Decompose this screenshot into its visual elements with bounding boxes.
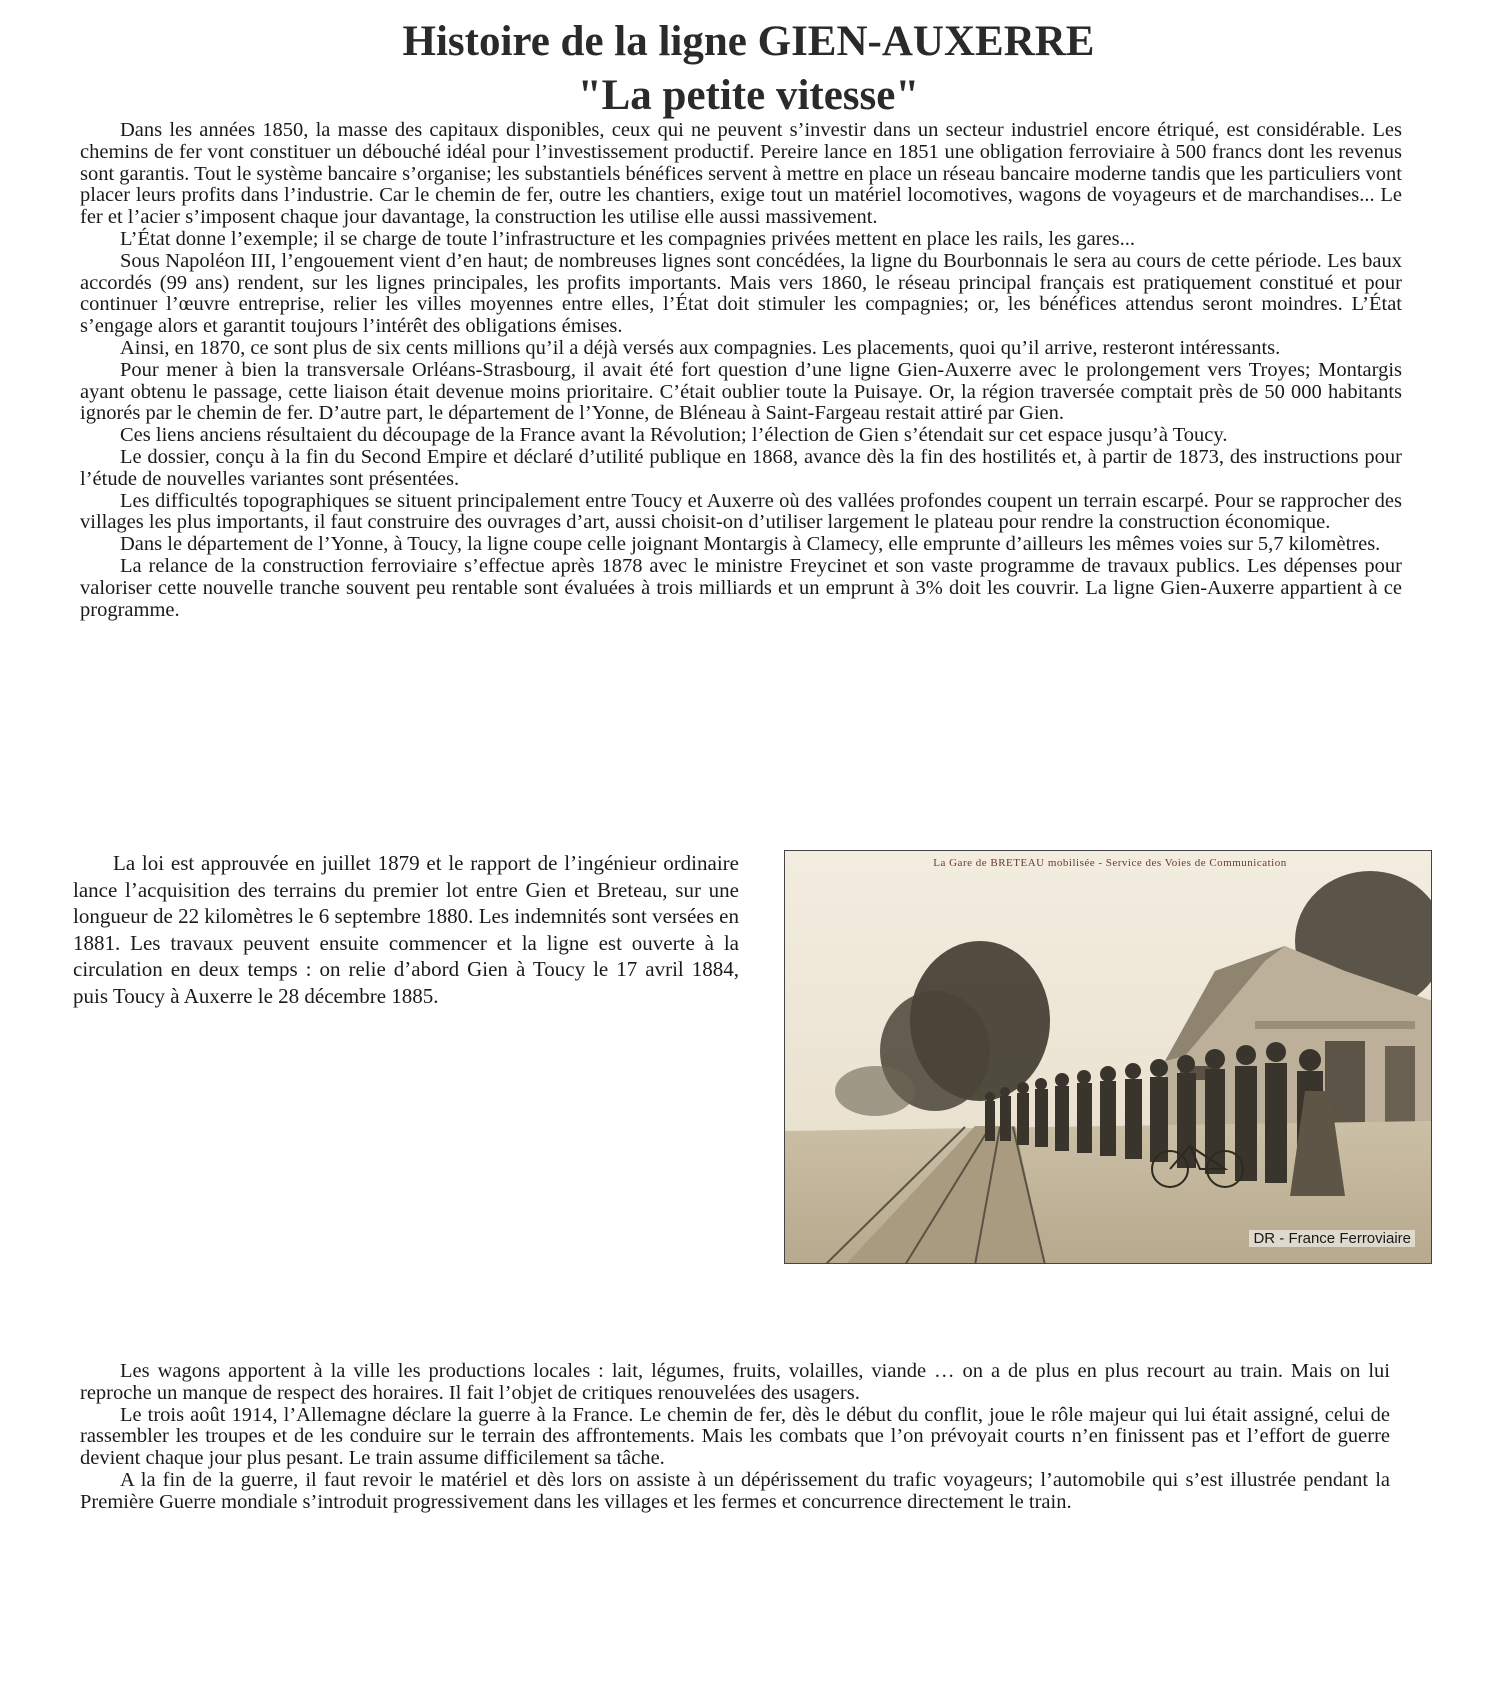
paragraph: Sous Napoléon III, l’engouement vient d’en haut; de nombreuses lignes sont concédées, la ligne du Bourbonnais le sera au cours de cette période. Les baux accordés (99 ans) rendent, sur les lignes principales, les profits importants. Mais vers 1860, le réseau principal français est pratiquement constitué et pour continuer l’œuvre entreprise, relier les villes moyennes entre elles, l’État doit stimuler les compagnies; or, les bénéfices attendus seront moindres. L’État s’engage alors et garantit toujours l’intérêt des obligations émises. [80,249,1402,338]
paragraph: A la fin de la guerre, il faut revoir le matériel et dès lors on assiste à un dépérissement du trafic voyageurs; l’automobile qui s’est illustrée pendant la Première Guerre mondiale s’introduit progressivement dans les villages et les fermes et concurrence directement le train. [80,1468,1390,1513]
photo-caption: La Gare de BRETEAU mobilisée - Service des Voies de Communication [933,857,1287,869]
paragraph: La loi est approuvée en juillet 1879 et le rapport de l’ingénieur ordinaire lance l’acquisition des terrains du premier lot entre Gien et Breteau, sur une longueur de 22 kilomètres le 6 septembre 1880. Les indemnités sont versées en 1881. Les travaux peuvent ensuite commencer et la ligne est ouverte à la circulation en deux temps : on relie d’abord Gien à Toucy le 17 avril 1884, puis Toucy à Auxerre le 28 décembre 1885. [73,851,739,1008]
station-photo-illustration [785,851,1432,1264]
construction-text [73,850,739,1009]
closing-text [80,1361,1390,1514]
intro-text [80,120,1402,621]
page-title: Histoire de la ligne GIEN-AUXERRE [402,18,1095,65]
paragraph: Ainsi, en 1870, ce sont plus de six cents millions qu’il a déjà versés aux compagnies. Les placements, quoi qu’il arrive, resteront intéressants. [120,336,1281,359]
paragraph: Dans les années 1850, la masse des capitaux disponibles, ceux qui ne peuvent s’investir dans un secteur industriel encore étriqué, est considérable. Les chemins de fer vont constituer un débouché idéal pour l’investissement productif. Pereire lance en 1851 une obligation ferroviaire à 500 francs dont les revenus sont garantis. Tout le système bancaire s’organise; les substantiels bénéfices servent à mettre en place un réseau bancaire moderne tandis que les particuliers vont placer leurs profits dans l’industrie. Car le chemin de fer, outre les chantiers, exige tout un matériel locomotives, wagons de voyageurs et de marchandises... Le fer et l’acier s’imposent chaque jour davantage, la construction les utilise elle aussi massivement. [80,119,1402,229]
paragraph: L’État donne l’exemple; il se charge de toute l’infrastructure et les compagnies privées mettent en place les rails, les gares... [120,227,1135,250]
paragraph: Dans le département de l’Yonne, à Toucy, la ligne coupe celle joignant Montargis à Clamecy, elle emprunte d’ailleurs les mêmes voies sur 5,7 kilomètres. [120,533,1381,556]
paragraph: Les wagons apportent à la ville les productions locales : lait, légumes, fruits, volailles, viande … on a de plus en plus recourt au train. Mais on lui reproche un manque de respect des horaires. Il fait l’objet de critiques renouvelées des usagers. [80,1360,1390,1404]
page-subtitle: "La petite vitesse" [577,72,920,119]
paragraph: Le dossier, conçu à la fin du Second Empire et déclaré d’utilité publique en 1868, avance dès la fin des hostilités et, à partir de 1873, des instructions pour l’étude de nouvelles variantes sont présentées. [80,445,1402,490]
paragraph: Pour mener à bien la transversale Orléans-Strasbourg, il avait été fort question d’une ligne Gien-Auxerre avec le prolongement vers Troyes; Montargis ayant obtenu le passage, cette liaison était devenue moins prioritaire. C’était oublier toute la Puisaye. Or, la région traversée comptait près de 50 000 habitants ignorés par le chemin de fer. D’autre part, le département de l’Yonne, de Bléneau à Saint-Fargeau restait attiré par Gien. [80,358,1402,425]
paragraph: Le trois août 1914, l’Allemagne déclare la guerre à la France. Le chemin de fer, dès le début du conflit, joue le rôle majeur qui lui était assigné, celui de rassembler les troupes et de les conduire sur le terrain des affrontements. Mais les combats que l’on prévoyait courts n’en finissent pas et l’effort de guerre devient chaque jour plus pesant. Le train assume difficilement sa tâche. [80,1403,1390,1470]
paragraph: La relance de la construction ferroviaire s’effectue après 1878 avec le ministre Freycinet et son vaste programme de travaux publics. Les dépenses pour valoriser cette nouvelle tranche souvent peu rentable sont évaluées à trois milliards et un emprunt à 3% doit les couvrir. La ligne Gien-Auxerre appartient à ce programme. [80,554,1402,621]
station-photo [784,850,1432,1264]
paragraph: Les difficultés topographiques se situent principalement entre Toucy et Auxerre où des vallées profondes coupent un terrain escarpé. Pour se rapprocher des villages les plus importants, il faut construire des ouvrages d’art, aussi choisit-on d’utiliser largement le plateau pour rendre la construction économique. [80,489,1402,534]
paragraph: Ces liens anciens résultaient du découpage de la France avant la Révolution; l’élection de Gien s’étendait sur cet espace jusqu’à Toucy. [120,424,1228,447]
photo-credit: DR - France Ferroviaire [1249,1230,1415,1247]
